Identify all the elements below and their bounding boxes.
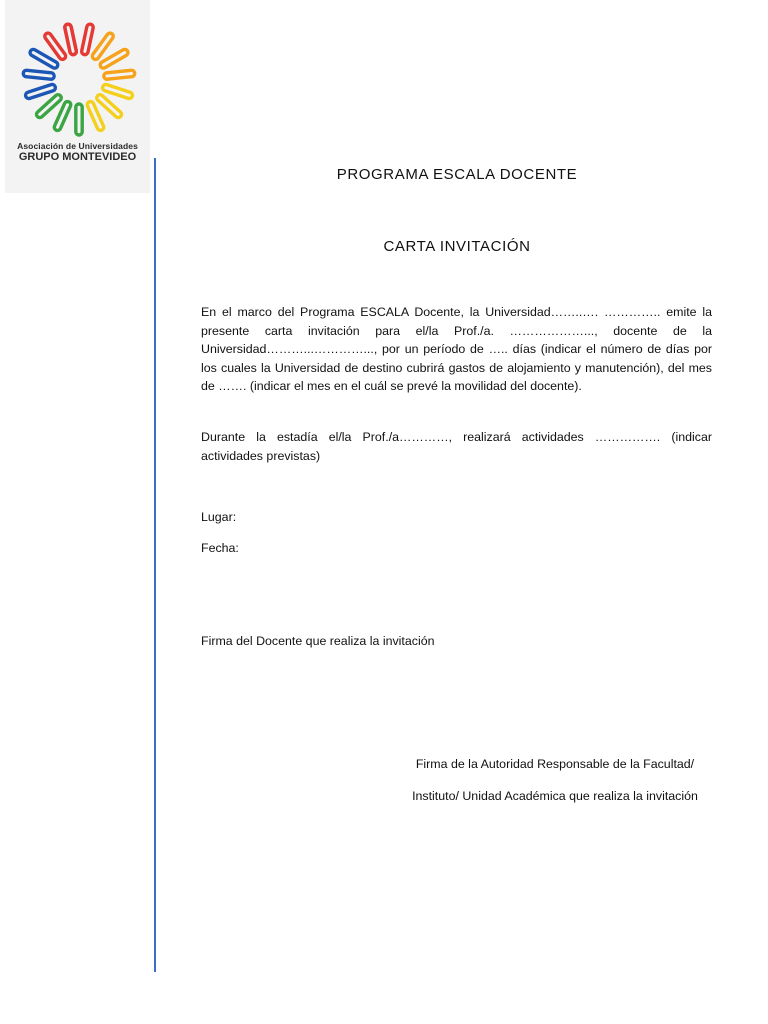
body-paragraph-2: Durante la estadía el/la Prof./a…………, realizará actividades ……………. (indicar actividades previstas) <box>201 430 712 463</box>
document-title: PROGRAMA ESCALA DOCENTE <box>336 166 578 183</box>
logo-ray-12 <box>23 70 54 80</box>
margin-divider-line <box>154 158 156 972</box>
logo-ray-8 <box>76 104 82 135</box>
logo-ray-5 <box>102 84 133 100</box>
logo-ray-1 <box>81 24 94 56</box>
logo-ray-4 <box>104 70 135 80</box>
teacher-signature-label: Firma del Docente que realiza la invitación <box>201 634 435 648</box>
logo-ray-11 <box>25 84 56 100</box>
sunburst-logo-icon <box>18 20 140 138</box>
authority-signature-line-2: Instituto/ Unidad Académica que realiza la invitación <box>412 789 698 803</box>
body-paragraph-1: En el marco del Programa ESCALA Docente, la Universidad……..…. ………….. emite la presente carta invitación para el/la Prof./a. ………………..., docente de la Universidad………...…………..., por un período de ….. días (indicar el número de días por los cuales la Universidad de destino cubrirá gastos de alojamiento y manutención), del mes de ……. (indicar el mes en el cuál se prevé la movilidad del docente). <box>201 305 712 394</box>
organization-logo <box>5 0 150 193</box>
lugar-label: Lugar: <box>201 510 237 524</box>
logo-group-name: GRUPO MONTEVIDEO <box>18 151 137 163</box>
logo-ray-15 <box>64 24 77 56</box>
fecha-label: Fecha: <box>201 541 239 555</box>
logo-association-text: Asociación de Universidades <box>17 141 138 151</box>
authority-signature-line-1: Firma de la Autoridad Responsable de la Facultad/ <box>415 757 695 771</box>
document-subtitle: CARTA INVITACIÓN <box>383 238 531 255</box>
